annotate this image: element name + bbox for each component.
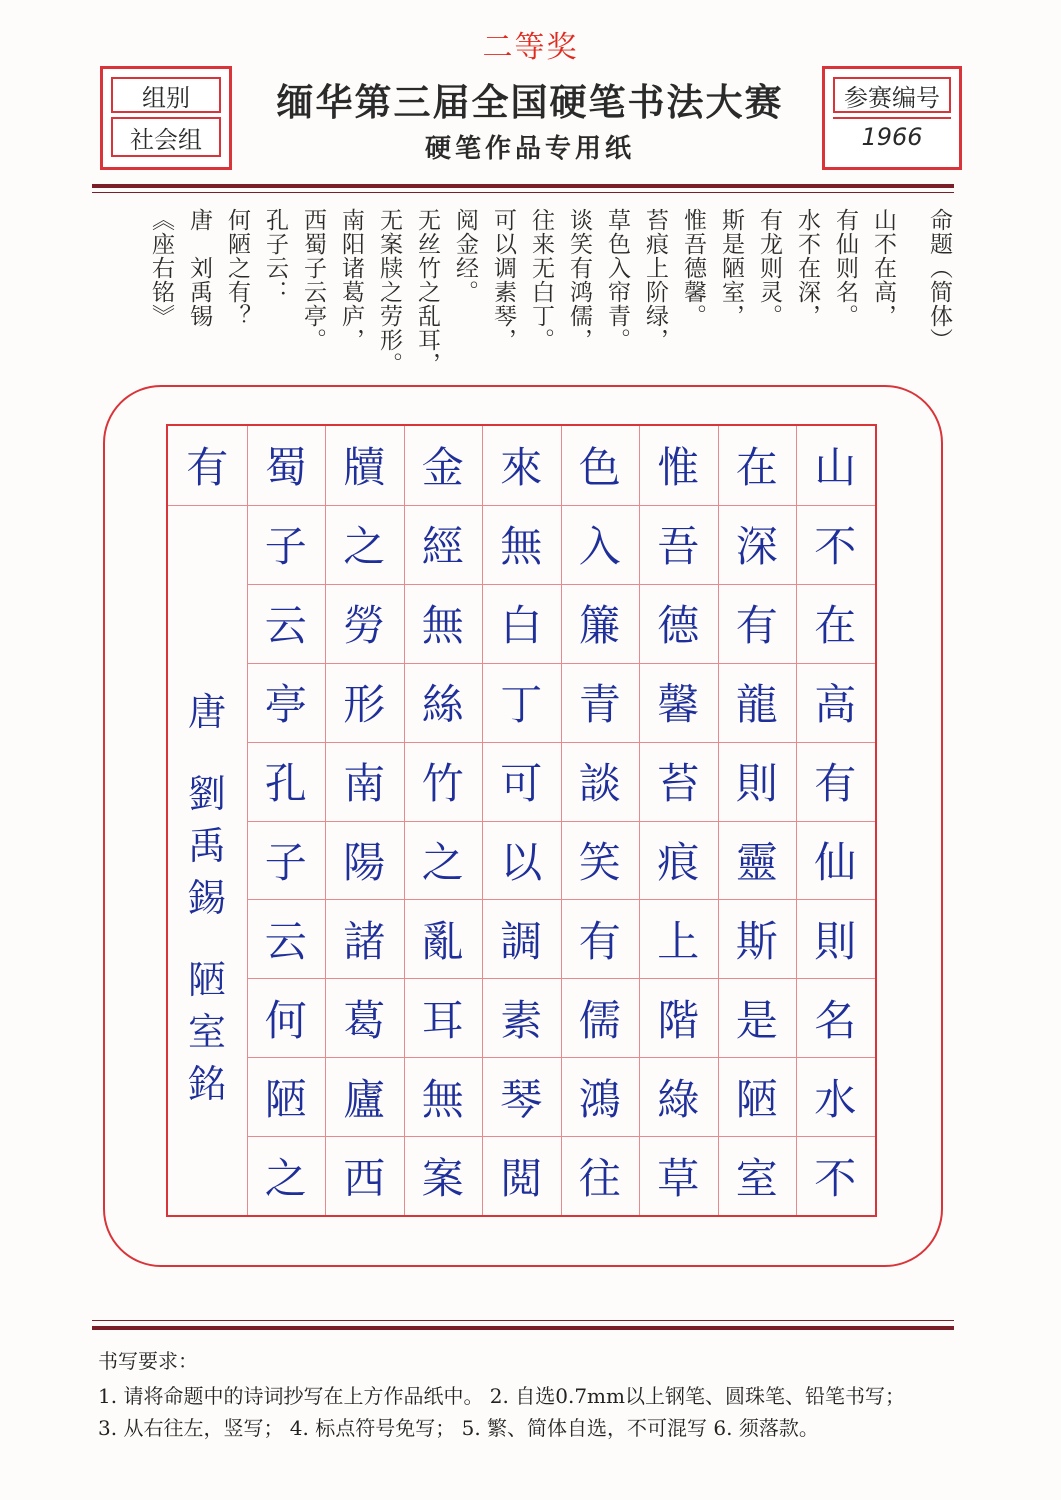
signature-char: 銘 — [187, 1062, 226, 1106]
handwritten-char: 亭 — [264, 680, 307, 730]
handwritten-char: 有 — [186, 443, 229, 493]
handwritten-char: 琴 — [500, 1074, 543, 1124]
handwritten-char: 可 — [500, 759, 543, 809]
handwritten-char: 絲 — [421, 680, 464, 730]
handwritten-char: 德 — [657, 601, 700, 651]
handwritten-char: 深 — [735, 522, 778, 572]
handwritten-char: 則 — [735, 759, 778, 809]
handwritten-char: 是 — [735, 995, 778, 1045]
prompt-column: 阅金经。 — [452, 208, 478, 304]
prompt-column: 草色入帘青。 — [604, 208, 630, 352]
handwritten-char: 惟 — [657, 443, 700, 493]
prompt-column: 往来无白丁。 — [528, 208, 554, 352]
handwritten-char: 高 — [814, 680, 857, 730]
handwritten-char: 子 — [264, 837, 307, 887]
handwritten-char: 不 — [814, 522, 857, 572]
footer-rule-thick — [92, 1326, 954, 1330]
prompt-column: 唐 刘禹锡 — [186, 208, 212, 328]
handwritten-char: 笑 — [578, 837, 621, 887]
prompt-column: 谈笑有鸿儒， — [566, 208, 592, 352]
handwritten-char: 仙 — [814, 837, 857, 887]
signature-char: 陋 — [187, 958, 226, 1002]
handwritten-char: 陋 — [264, 1074, 307, 1124]
prompt-column: 西蜀子云亭。 — [300, 208, 326, 352]
handwritten-char: 之 — [343, 522, 386, 572]
signature-char: 唐 — [187, 690, 226, 734]
prompt-column: 孔子云： — [262, 208, 288, 304]
prompt-column: 有龙则灵。 — [756, 208, 782, 328]
handwritten-char: 簾 — [578, 601, 621, 651]
handwritten-char: 竹 — [421, 759, 464, 809]
handwritten-char: 調 — [500, 916, 543, 966]
handwritten-char: 陽 — [343, 837, 386, 887]
group-box — [100, 66, 232, 170]
handwritten-char: 入 — [578, 522, 621, 572]
prompt-column: 水不在深， — [794, 208, 820, 328]
handwritten-char: 綠 — [657, 1074, 700, 1124]
handwritten-char: 耳 — [421, 995, 464, 1045]
handwritten-char: 馨 — [657, 680, 700, 730]
prompt-column: 惟吾德馨。 — [680, 208, 706, 328]
handwritten-char: 牘 — [343, 443, 386, 493]
handwritten-char: 靈 — [735, 837, 778, 887]
handwritten-char: 名 — [814, 995, 857, 1045]
handwritten-char: 蜀 — [264, 443, 307, 493]
page-subtitle: 硬笔作品专用纸 — [424, 134, 635, 164]
handwritten-char: 鴻 — [578, 1074, 621, 1124]
handwritten-char: 草 — [657, 1153, 700, 1203]
handwritten-char: 龍 — [735, 680, 778, 730]
prompt-column: 斯是陋室， — [718, 208, 744, 328]
handwritten-char: 往 — [578, 1153, 621, 1203]
writing-grid — [166, 424, 877, 1217]
handwritten-char: 階 — [657, 995, 700, 1045]
handwritten-char: 南 — [343, 759, 386, 809]
handwritten-char: 則 — [814, 916, 857, 966]
prompt-column: 何陋之有？ — [224, 208, 250, 328]
handwritten-char: 陋 — [735, 1074, 778, 1124]
handwritten-char: 色 — [578, 443, 621, 493]
requirements-line-2: 3. 从右往左，竖写； 4. 标点符号免写； 5. 繁、简体自选，不可混写 6. 须落款。 — [98, 1416, 819, 1440]
entry-box — [822, 66, 962, 170]
signature-char: 室 — [187, 1010, 226, 1054]
handwritten-char: 之 — [421, 837, 464, 887]
handwritten-char: 室 — [735, 1153, 778, 1203]
handwritten-char: 之 — [264, 1153, 307, 1203]
entry-number: 1966 — [833, 117, 951, 155]
handwritten-char: 儒 — [578, 995, 621, 1045]
handwritten-char: 子 — [264, 522, 307, 572]
page-title: 缅华第三届全国硬笔书法大赛 — [276, 80, 784, 124]
handwritten-char: 云 — [264, 601, 307, 651]
handwritten-char: 青 — [578, 680, 621, 730]
handwritten-char: 形 — [343, 680, 386, 730]
header-rule-thin — [92, 192, 954, 193]
handwritten-char: 素 — [500, 995, 543, 1045]
handwritten-char: 有 — [814, 759, 857, 809]
handwritten-char: 以 — [500, 837, 543, 887]
handwritten-char: 勞 — [343, 601, 386, 651]
handwritten-char: 吾 — [657, 522, 700, 572]
prompt-column: 山不在高， — [870, 208, 896, 328]
handwritten-char: 山 — [814, 443, 857, 493]
handwritten-char: 無 — [421, 1074, 464, 1124]
handwritten-char: 水 — [814, 1074, 857, 1124]
handwritten-char: 有 — [735, 601, 778, 651]
handwritten-char: 諸 — [343, 916, 386, 966]
handwritten-char: 來 — [500, 443, 543, 493]
handwritten-char: 丁 — [500, 680, 543, 730]
handwritten-char: 金 — [421, 443, 464, 493]
requirements-line-1: 1. 请将命题中的诗词抄写在上方作品纸中。 2. 自选0.7mm以上钢笔、圆珠笔、铅笔书写； — [98, 1384, 905, 1408]
handwritten-char: 不 — [814, 1153, 857, 1203]
prompt-column: 可以调素琴， — [490, 208, 516, 352]
handwritten-char: 經 — [421, 522, 464, 572]
header-rule-thick — [92, 184, 954, 188]
handwritten-char: 談 — [578, 759, 621, 809]
handwritten-char: 痕 — [657, 837, 700, 887]
handwritten-char: 西 — [343, 1153, 386, 1203]
prompt-column: 苔痕上阶绿， — [642, 208, 668, 352]
requirements-title: 书写要求： — [98, 1349, 198, 1373]
handwritten-char: 斯 — [735, 916, 778, 966]
handwritten-char: 有 — [578, 916, 621, 966]
handwritten-char: 云 — [264, 916, 307, 966]
group-label: 组别 — [111, 77, 221, 113]
handwritten-char: 在 — [735, 443, 778, 493]
handwritten-char: 案 — [421, 1153, 464, 1203]
handwritten-char: 孔 — [264, 759, 307, 809]
signature-char: 錫 — [187, 876, 226, 920]
prompt-column: 南阳诸葛庐， — [338, 208, 364, 352]
entry-label: 参赛编号 — [833, 77, 951, 113]
handwritten-char: 何 — [264, 995, 307, 1045]
signature-char: 禹 — [187, 824, 226, 868]
handwritten-char: 葛 — [343, 995, 386, 1045]
handwritten-char: 廬 — [343, 1074, 386, 1124]
prompt-column: 有仙则名。 — [832, 208, 858, 328]
prompt-column: 无案牍之劳形。 — [376, 208, 402, 376]
prompt-column: 《座右铭》 — [148, 208, 174, 328]
handwritten-char: 苔 — [657, 759, 700, 809]
group-value: 社会组 — [111, 117, 221, 157]
handwritten-char: 白 — [500, 601, 543, 651]
handwritten-char: 閲 — [500, 1153, 543, 1203]
signature-column — [168, 686, 246, 1206]
handwritten-char: 在 — [814, 601, 857, 651]
handwritten-char: 無 — [500, 522, 543, 572]
handwritten-char: 上 — [657, 916, 700, 966]
award-label: 二等奖 — [482, 30, 579, 65]
footer-rule-thin — [92, 1320, 954, 1321]
handwritten-char: 亂 — [421, 916, 464, 966]
prompt-column: 无丝竹之乱耳， — [414, 208, 440, 376]
signature-char: 劉 — [187, 772, 226, 816]
prompt-heading: 命题（简体） — [926, 208, 952, 352]
handwritten-char: 無 — [421, 601, 464, 651]
